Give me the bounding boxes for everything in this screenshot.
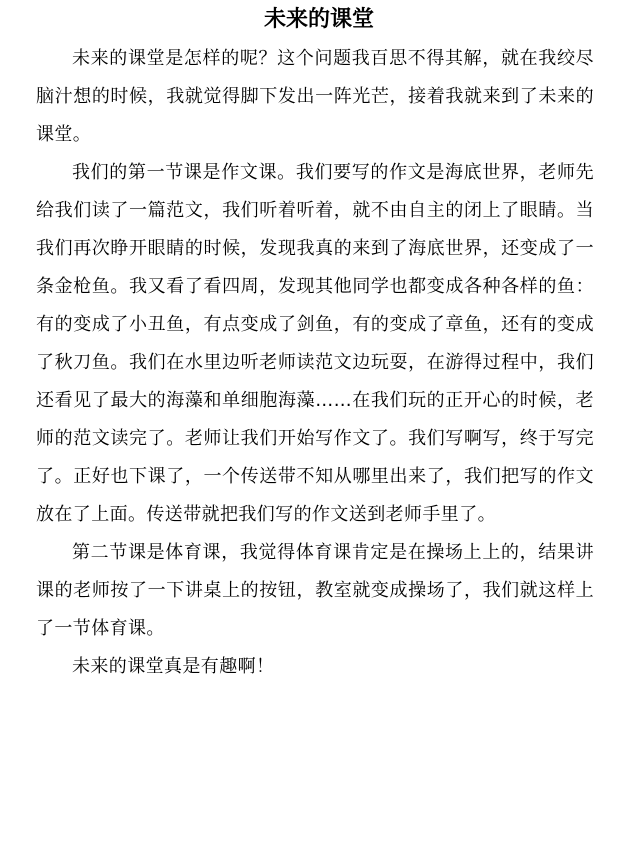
paragraph-3: 第二节课是体育课，我觉得体育课肯定是在操场上上的，结果讲课的老师按了一下讲桌上的按钮，教室就变成操场了，我们就这样上了一节体育课。 (36, 542, 594, 639)
paragraph-2: 我们的第一节课是作文课。我们要写的作文是海底世界，老师先给我们读了一篇范文，我们听着听着，就不由自主的闭上了眼睛。当我们再次睁开眼睛的时候，发现我真的来到了海底世界，还变成了一条金枪鱼。我又看了看四周，发现其他同学也都变成各种各样的鱼：有的变成了小丑鱼，有点变成了剑鱼，有的变成了章鱼，还有的变成了秋刀鱼。我们在水里边听老师读范文边玩耍，在游得过程中，我们还看见了最大的海藻和单细胞海藻……在我们玩的正开心的时候，老师的范文读完了。老师让我们开始写作文了。我们写啊写，终于写完了。正好也下课了，一个传送带不知从哪里出来了，我们把写的作文放在了上面。传送带就把我们写的作文送到老师手里了。 (36, 162, 594, 525)
paragraph-4: 未来的课堂真是有趣啊！ (72, 656, 275, 677)
essay-title: 未来的课堂 (263, 7, 374, 32)
paragraph-1: 未来的课堂是怎样的呢？这个问题我百思不得其解，就在我绞尽脑汁想的时候，我就觉得脚下发出一阵光芒，接着我就来到了未来的课堂。 (36, 48, 594, 145)
